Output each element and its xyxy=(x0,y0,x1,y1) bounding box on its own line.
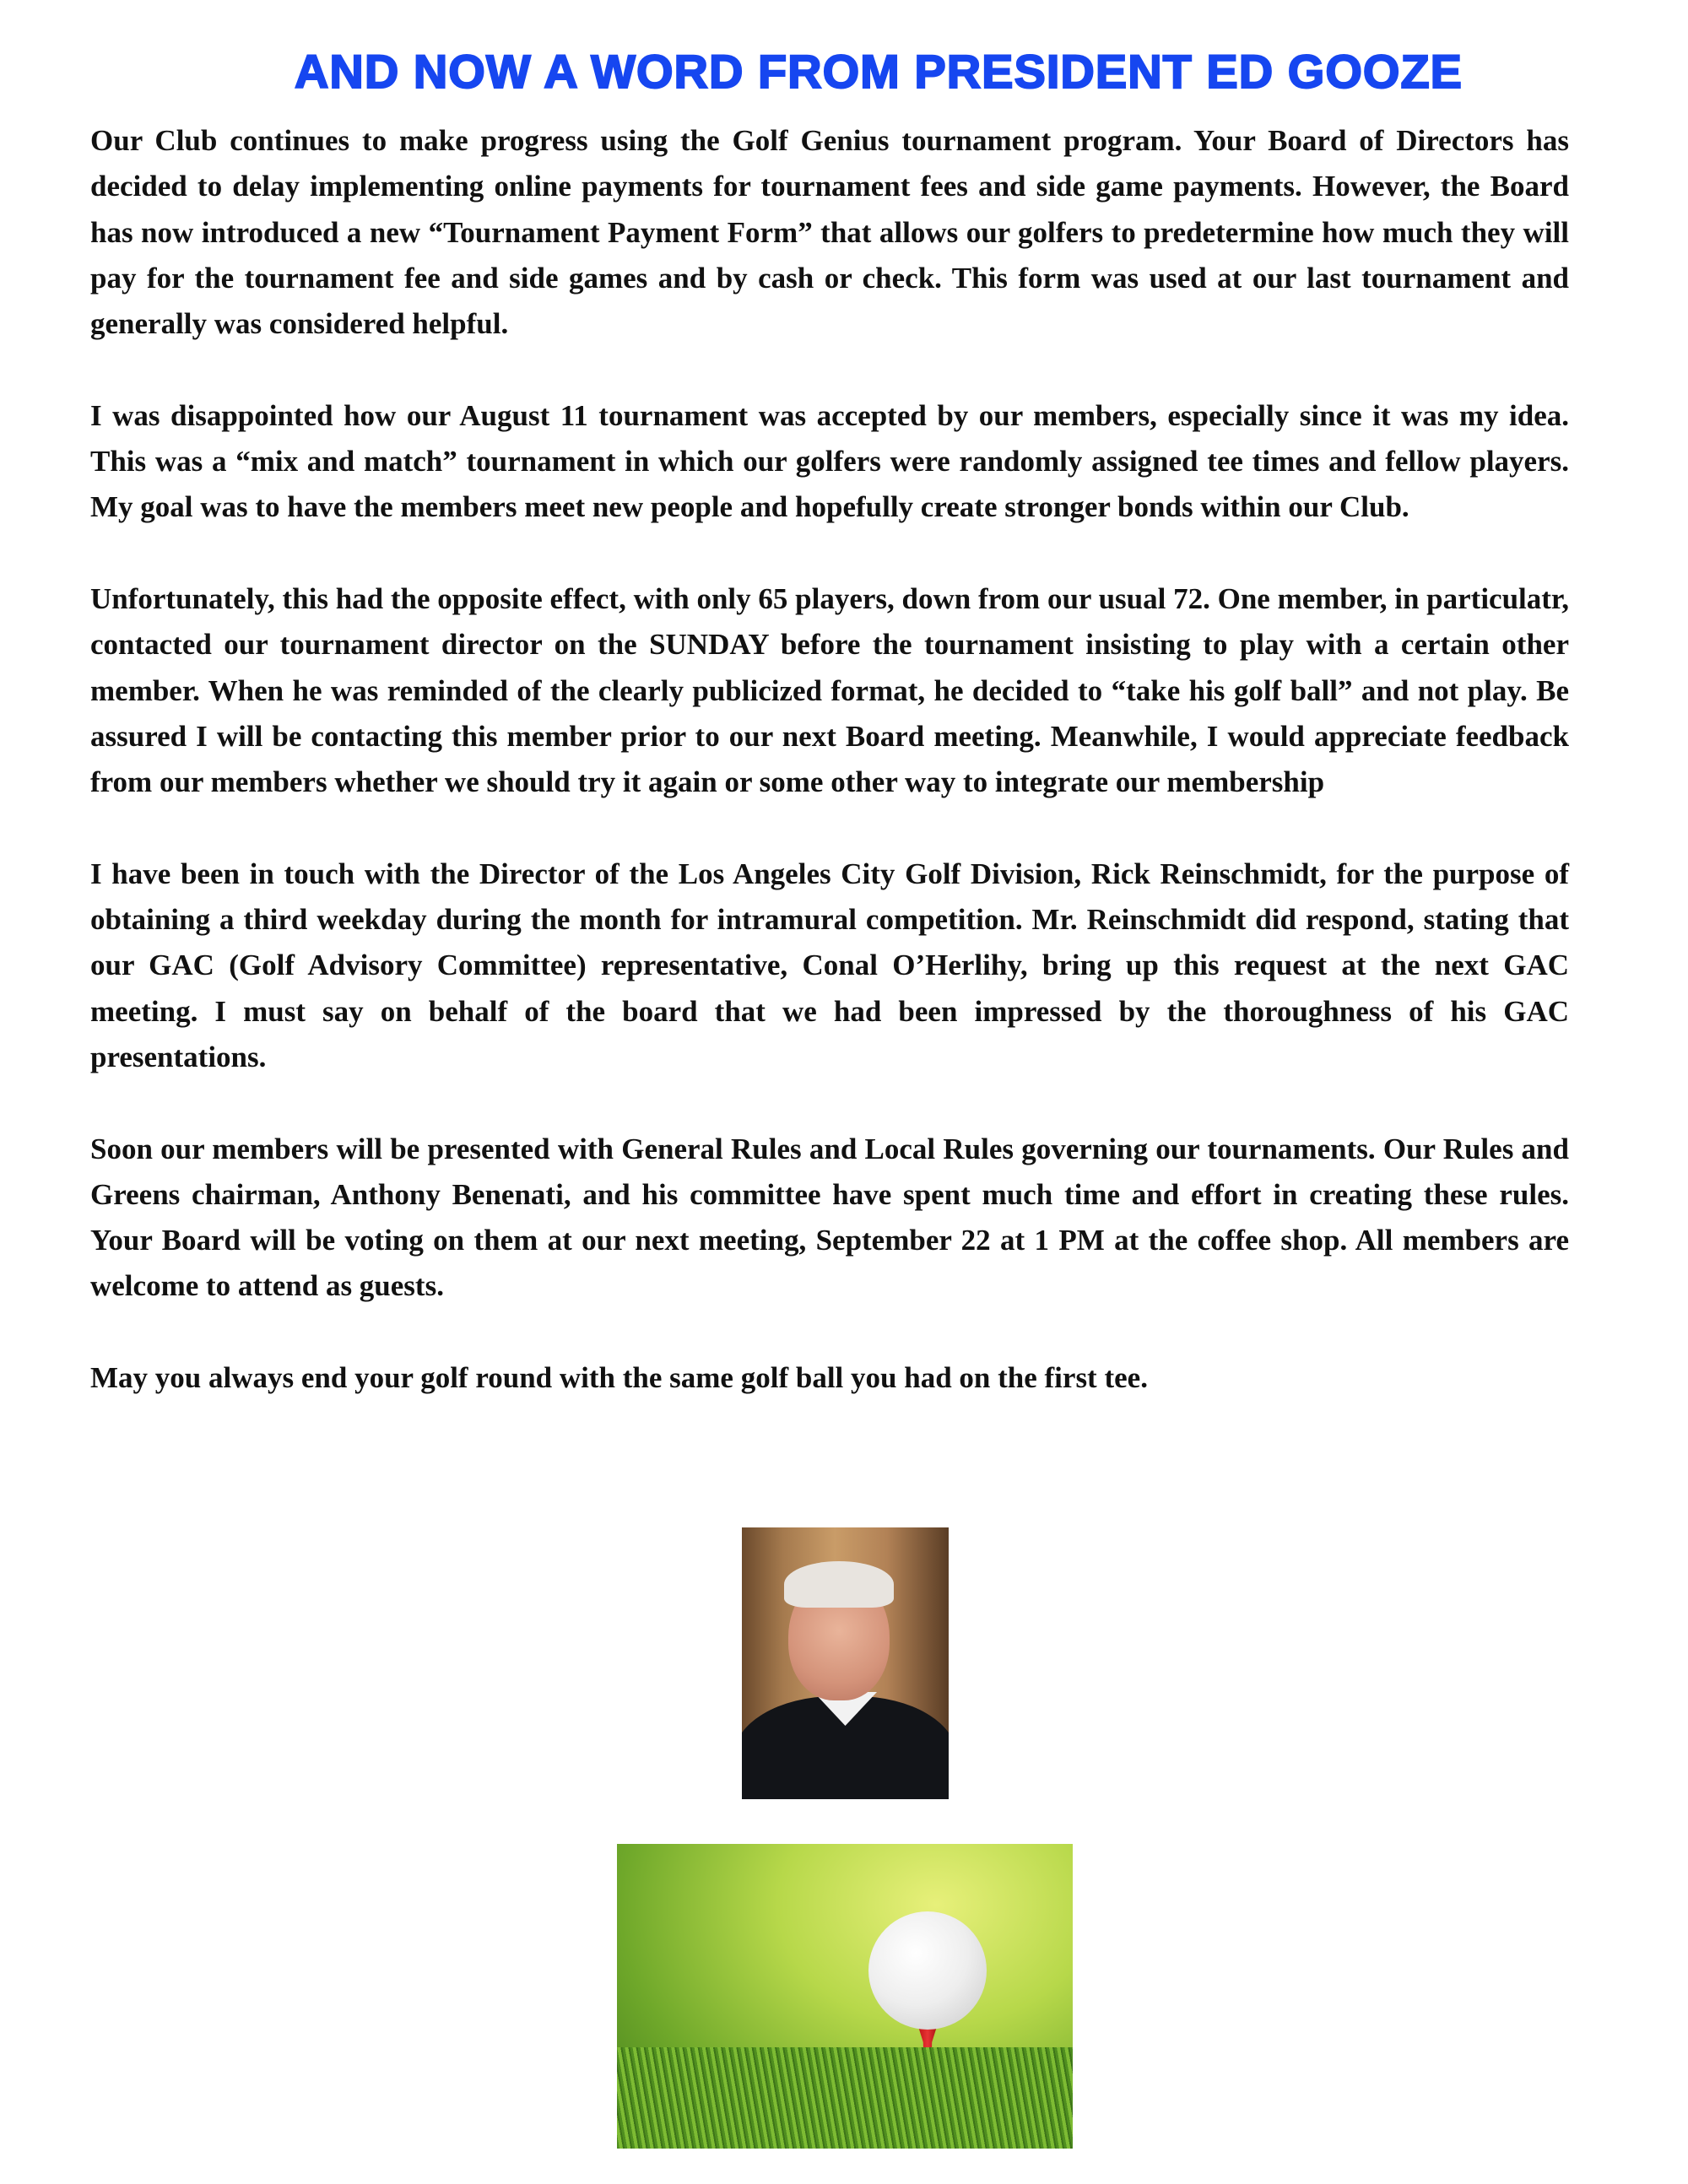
hair-shape xyxy=(784,1561,894,1608)
golf-ball-shape xyxy=(868,1911,987,2030)
paragraph: I was disappointed how our August 11 tournament was accepted by our members, especially since it was my idea. This was a “mix and match” tournament in which our golfers were randomly assigned tee times and fellow players. My goal was to have the members meet new people and hopefully create stronger bonds within our Club. xyxy=(90,398,1569,524)
grass-shape xyxy=(617,2047,1073,2149)
president-portrait-photo xyxy=(742,1527,949,1799)
paragraph: Soon our members will be presented with General Rules and Local Rules governing our tournaments. Our Rules and Greens chairman, Anthony Benenati, and his committee have spent much time and effort in creating these rules. Your Board will be voting on them at our next meeting, September 22 at 1 PM at the coffee shop. All members are welcome to attend as guests. xyxy=(90,1132,1569,1303)
golf-ball-on-tee-photo xyxy=(617,1844,1073,2149)
paragraph: May you always end your golf round with the same golf ball you had on the first tee. xyxy=(90,1361,1148,1395)
paragraph: I have been in touch with the Director of the Los Angeles City Golf Division, Rick Reinschmidt, for the purpose of obtaining a third weekday during the month for intramural competition. Mr. Reinschmidt did respond, stating that our GAC (Golf Advisory Committee) representative, Conal O’Herlihy, bring up this request at the next GAC meeting. I must say on behalf of the board that we had been impressed by the thoroughness of his GAC presentations. xyxy=(90,857,1569,1073)
paragraph: Unfortunately, this had the opposite effect, with only 65 players, down from our usual 72. One member, in particulatr, contacted our tournament director on the SUNDAY before the tournament insisting to play with a certain other member. When he was reminded of the clearly publicized format, he decided to “take his golf ball” and not play. Be assured I will be contacting this member prior to our next Board meeting. Meanwhile, I would appreciate feedback from our members whether we should try it again or some other way to integrate our membership xyxy=(90,581,1569,799)
article-body xyxy=(90,118,1569,1447)
page-title: AND NOW A WORD FROM PRESIDENT ED GOOZE xyxy=(294,45,1463,98)
paragraph: Our Club continues to make progress using the Golf Genius tournament program. Your Board of Directors has decided to delay implementing online payments for tournament fees and side game payments. However, the Board has now introduced a new “Tournament Payment Form” that allows our golfers to predetermine how much they will pay for the tournament fee and side games and by cash or check. This form was used at our last tournament and generally was considered helpful. xyxy=(90,124,1569,341)
